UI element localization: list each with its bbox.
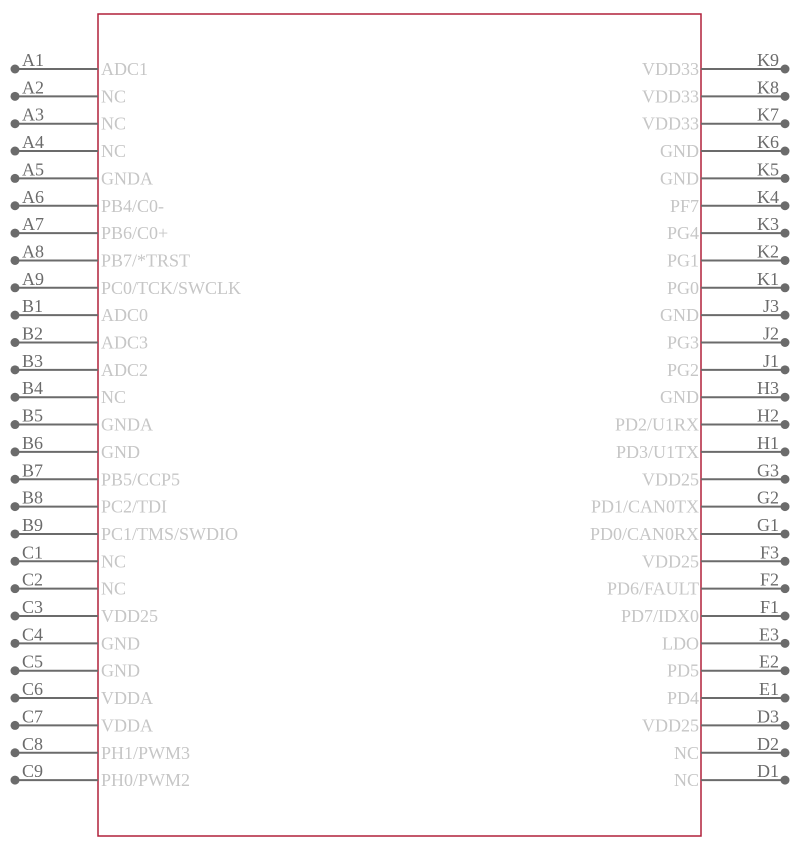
pin-dot: [781, 92, 790, 101]
pin-number: H2: [757, 405, 779, 426]
pin-name: NC: [101, 141, 127, 162]
pin-dot: [781, 311, 790, 320]
pin-g3: [642, 460, 790, 489]
pin-number: K5: [757, 159, 779, 180]
pin-number: B4: [22, 378, 44, 399]
pin-name: PC1/TMS/SWDIO: [101, 523, 239, 544]
pin-dot: [781, 612, 790, 621]
pin-f1: [621, 597, 790, 626]
pin-g2: [591, 488, 790, 517]
pin-b2: [11, 324, 149, 353]
pin-c8: [11, 734, 191, 763]
pin-dot: [781, 721, 790, 730]
pin-dot: [11, 256, 20, 265]
pin-name: VDD25: [642, 469, 699, 490]
pin-dot: [11, 365, 20, 374]
pin-name: PB7/*TRST: [101, 250, 191, 271]
pin-b6: [11, 433, 141, 462]
pin-number: F2: [759, 569, 779, 590]
pin-number: A2: [22, 77, 44, 98]
pin-name: PG3: [666, 332, 699, 353]
pin-k9: [642, 50, 790, 79]
pin-number: A6: [22, 186, 44, 207]
pin-number: G1: [757, 514, 779, 535]
pin-number: B6: [22, 432, 44, 453]
pin-number: A4: [22, 132, 44, 153]
pin-name: PF7: [669, 195, 699, 216]
pin-g1: [590, 515, 790, 544]
pin-k4: [670, 187, 790, 216]
pin-number: B8: [22, 487, 44, 508]
pin-name: VDD33: [642, 59, 699, 79]
pin-name: ADC1: [101, 59, 149, 79]
pin-number: A7: [22, 214, 44, 235]
pin-dot: [11, 694, 20, 703]
pin-number: C4: [22, 624, 44, 645]
pin-dot: [11, 666, 20, 675]
pin-dot: [781, 147, 790, 156]
pin-a2: [11, 77, 127, 106]
pin-dot: [781, 776, 790, 785]
pin-name: PD1/CAN0TX: [590, 496, 699, 517]
pin-dot: [11, 748, 20, 757]
pin-dot: [781, 694, 790, 703]
pin-b7: [11, 460, 181, 489]
pin-number: K1: [757, 268, 779, 289]
pin-f3: [642, 542, 790, 571]
pin-number: C1: [22, 542, 44, 563]
pin-k5: [660, 159, 790, 188]
pin-name: NC: [101, 578, 127, 599]
pin-name: VDDA: [101, 715, 153, 736]
pin-name: PH0/PWM2: [101, 770, 191, 791]
pin-name: GND: [660, 141, 699, 162]
pin-k3: [667, 214, 790, 243]
pin-dot: [11, 229, 20, 238]
pin-name: ADC0: [101, 305, 149, 326]
left-pin-group: [11, 50, 242, 790]
pin-k8: [642, 77, 790, 106]
pin-name: NC: [101, 113, 127, 134]
pin-c6: [11, 679, 154, 708]
pin-name: NC: [101, 86, 127, 107]
pin-h1: [616, 433, 790, 462]
pin-number: D1: [757, 761, 779, 782]
pin-number: J2: [762, 323, 779, 344]
pin-name: VDD25: [642, 551, 699, 572]
pin-k7: [642, 105, 790, 134]
pin-number: C5: [22, 651, 44, 672]
pin-name: VDD25: [101, 606, 158, 626]
pin-name: PG4: [666, 223, 699, 244]
pin-dot: [11, 174, 20, 183]
pin-k2: [667, 241, 790, 270]
pin-number: K2: [757, 241, 779, 262]
pin-dot: [11, 584, 20, 593]
pin-j2: [667, 324, 790, 353]
pin-d1: [674, 761, 790, 790]
pin-number: C6: [22, 679, 44, 700]
pin-number: D2: [757, 733, 779, 754]
pin-a7: [11, 214, 169, 243]
pin-name: PB6/C0+: [101, 223, 169, 244]
pin-dot: [11, 557, 20, 566]
pin-dot: [781, 365, 790, 374]
pin-number: K8: [757, 77, 779, 98]
pin-number: B1: [22, 296, 44, 317]
pin-number: J3: [762, 296, 779, 317]
pin-number: H1: [757, 432, 779, 453]
pin-dot: [781, 65, 790, 74]
pin-name: NC: [673, 770, 699, 791]
pin-dot: [11, 721, 20, 730]
pin-name: LDO: [662, 633, 699, 654]
pin-name: VDD33: [642, 113, 699, 134]
pin-number: K7: [757, 104, 779, 125]
pin-b5: [11, 406, 154, 435]
pin-name: GND: [101, 441, 140, 462]
pin-number: E2: [759, 651, 779, 672]
component-body: [98, 14, 701, 836]
pin-dot: [11, 776, 20, 785]
pin-number: C3: [22, 597, 44, 617]
pin-dot: [11, 529, 20, 538]
pin-a5: [11, 159, 154, 188]
pin-dot: [11, 502, 20, 511]
pin-number: B9: [22, 514, 44, 535]
pin-dot: [781, 639, 790, 648]
pin-dot: [11, 147, 20, 156]
pin-name: PD7/IDX0: [620, 606, 699, 626]
pin-dot: [11, 311, 20, 320]
pin-c3: [11, 597, 159, 626]
pin-dot: [781, 475, 790, 484]
pin-number: D3: [757, 706, 779, 727]
right-pin-group: [590, 50, 790, 790]
pin-a3: [11, 105, 127, 134]
pin-number: G2: [757, 487, 779, 508]
pin-number: A9: [22, 268, 44, 289]
pin-dot: [11, 92, 20, 101]
pin-dot: [781, 529, 790, 538]
pin-dot: [11, 393, 20, 402]
pin-k6: [660, 132, 790, 161]
pin-e3: [662, 624, 790, 653]
pin-number: E3: [759, 624, 779, 645]
pin-name: GNDA: [101, 414, 153, 435]
pin-number: A8: [22, 241, 44, 262]
pin-a8: [11, 241, 191, 270]
pin-number: C2: [22, 569, 44, 590]
pin-e1: [667, 679, 790, 708]
pin-c9: [11, 761, 191, 790]
pin-name: PB4/C0-: [101, 195, 165, 216]
pin-h3: [660, 378, 790, 407]
pin-a4: [11, 132, 127, 161]
pin-number: B5: [22, 405, 44, 426]
pin-dot: [11, 420, 20, 429]
pin-name: PD0/CAN0RX: [589, 523, 699, 544]
pin-number: G3: [757, 460, 779, 481]
pin-dot: [781, 420, 790, 429]
pin-name: VDD33: [642, 86, 699, 107]
pin-name: PD5: [666, 660, 699, 681]
pin-b4: [11, 378, 127, 407]
pin-number: A3: [22, 104, 44, 125]
pin-dot: [781, 174, 790, 183]
pin-number: C9: [22, 761, 44, 782]
pin-dot: [781, 666, 790, 675]
pin-dot: [11, 447, 20, 456]
pin-name: PG2: [666, 359, 699, 380]
pin-name: PH1/PWM3: [101, 742, 191, 763]
pin-b3: [11, 351, 149, 380]
pin-name: PD3/U1TX: [615, 441, 699, 462]
pin-dot: [781, 447, 790, 456]
pin-a1: [11, 50, 149, 79]
pin-name: GND: [660, 168, 699, 189]
pin-name: PG0: [666, 277, 699, 298]
pin-number: J1: [762, 350, 779, 371]
pin-number: B2: [22, 323, 44, 344]
pin-name: NC: [101, 387, 127, 408]
pin-number: K3: [757, 214, 779, 235]
pin-dot: [781, 393, 790, 402]
pin-name: GND: [660, 305, 699, 326]
pin-number: F3: [759, 542, 779, 563]
pin-name: VDDA: [101, 688, 153, 709]
pin-dot: [11, 65, 20, 74]
pin-d2: [674, 734, 790, 763]
pin-name: GNDA: [101, 168, 153, 189]
pin-dot: [11, 283, 20, 292]
pin-dot: [781, 748, 790, 757]
pin-e2: [667, 652, 790, 681]
pin-dot: [11, 639, 20, 648]
pin-name: PD2/U1RX: [614, 414, 699, 435]
pin-dot: [781, 338, 790, 347]
pin-name: PC0/TCK/SWCLK: [101, 277, 242, 298]
pin-number: A5: [22, 159, 44, 180]
pin-c4: [11, 624, 141, 653]
pin-number: K9: [757, 50, 779, 70]
pin-j1: [667, 351, 790, 380]
pin-b1: [11, 296, 149, 325]
pin-name: PD6/FAULT: [606, 578, 699, 599]
pin-number: C7: [22, 706, 44, 727]
pin-name: GND: [101, 633, 140, 654]
pin-number: H3: [757, 378, 779, 399]
pin-name: PD4: [666, 688, 699, 709]
pin-number: B3: [22, 350, 44, 371]
pin-k1: [667, 269, 790, 298]
pin-name: GND: [660, 387, 699, 408]
pin-dot: [781, 502, 790, 511]
pin-dot: [11, 612, 20, 621]
pin-name: PB5/CCP5: [101, 469, 181, 490]
pin-j3: [660, 296, 790, 325]
pin-name: ADC3: [101, 332, 149, 353]
pin-number: F1: [759, 597, 779, 617]
pin-c5: [11, 652, 141, 681]
pin-dot: [781, 256, 790, 265]
pin-dot: [781, 229, 790, 238]
pin-number: K6: [757, 132, 779, 153]
pin-c2: [11, 570, 127, 599]
pin-dot: [11, 119, 20, 128]
pin-number: C8: [22, 733, 44, 754]
pin-name: VDD25: [642, 715, 699, 736]
pin-dot: [11, 338, 20, 347]
pin-dot: [781, 584, 790, 593]
pin-name: ADC2: [101, 359, 149, 380]
pin-number: A1: [22, 50, 44, 70]
pin-name: PC2/TDI: [101, 496, 168, 517]
pin-dot: [11, 475, 20, 484]
pin-a9: [11, 269, 242, 298]
pin-b8: [11, 488, 168, 517]
pin-b9: [11, 515, 239, 544]
pin-h2: [615, 406, 790, 435]
pin-dot: [781, 557, 790, 566]
pin-number: K4: [757, 186, 779, 207]
pin-c7: [11, 706, 154, 735]
pin-a6: [11, 187, 165, 216]
pin-name: NC: [673, 742, 699, 763]
pin-dot: [781, 201, 790, 210]
pin-name: PG1: [666, 250, 699, 271]
pin-dot: [11, 201, 20, 210]
pin-c1: [11, 542, 127, 571]
pin-dot: [781, 119, 790, 128]
pin-number: E1: [759, 679, 779, 700]
pin-name: NC: [101, 551, 127, 572]
pin-f2: [607, 570, 790, 599]
pin-name: GND: [101, 660, 140, 681]
pin-number: B7: [22, 460, 44, 481]
pin-d3: [642, 706, 790, 735]
pin-dot: [781, 283, 790, 292]
